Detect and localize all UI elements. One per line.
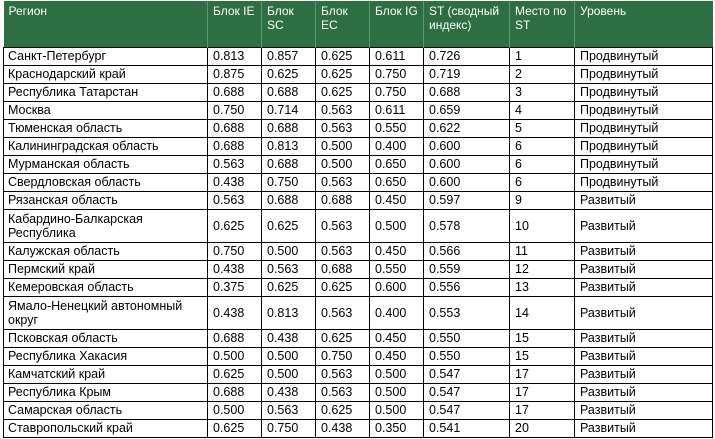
block-ig-cell: 0.450	[370, 243, 424, 261]
column-header-region: Регион	[4, 1, 208, 48]
block-ec-cell: 0.625	[316, 84, 370, 102]
block-ie-cell: 0.500	[208, 348, 262, 366]
block-sc-cell: 0.563	[262, 402, 316, 420]
level-cell: Развитый	[575, 348, 713, 366]
block-sc-cell: 0.750	[262, 420, 316, 438]
block-ie-cell: 0.500	[208, 402, 262, 420]
block-sc-cell: 0.500	[262, 348, 316, 366]
block-ig-cell: 0.750	[370, 66, 424, 84]
column-header-block-ec: Блок EC	[316, 1, 370, 48]
region-cell: Псковская область	[4, 330, 208, 348]
table-row	[4, 66, 713, 84]
st-index-cell: 0.597	[424, 192, 510, 210]
level-cell: Продвинутый	[575, 174, 713, 192]
table-body	[4, 48, 713, 438]
st-index-cell: 0.547	[424, 402, 510, 420]
block-ec-cell: 0.500	[316, 138, 370, 156]
block-ig-cell: 0.750	[370, 84, 424, 102]
region-cell: Кабардино-Балкарская Республика	[4, 210, 208, 243]
block-ec-cell: 0.563	[316, 243, 370, 261]
block-sc-cell: 0.813	[262, 297, 316, 330]
block-ec-cell: 0.563	[316, 120, 370, 138]
level-cell: Продвинутый	[575, 48, 713, 66]
block-ig-cell: 0.611	[370, 102, 424, 120]
block-sc-cell: 0.625	[262, 66, 316, 84]
block-ig-cell: 0.350	[370, 420, 424, 438]
table-row	[4, 102, 713, 120]
block-ie-cell: 0.688	[208, 120, 262, 138]
table-row	[4, 156, 713, 174]
block-ie-cell: 0.375	[208, 279, 262, 297]
block-ig-cell: 0.400	[370, 138, 424, 156]
st-index-cell: 0.688	[424, 84, 510, 102]
st-index-cell: 0.719	[424, 66, 510, 84]
block-ec-cell: 0.563	[316, 384, 370, 402]
region-cell: Калужская область	[4, 243, 208, 261]
block-ie-cell: 0.813	[208, 48, 262, 66]
column-header-rank: Место по ST	[510, 1, 575, 48]
level-cell: Развитый	[575, 366, 713, 384]
block-sc-cell: 0.563	[262, 261, 316, 279]
ranking-table-container	[3, 1, 712, 438]
level-cell: Развитый	[575, 384, 713, 402]
region-cell: Республика Татарстан	[4, 84, 208, 102]
region-cell: Ставропольский край	[4, 420, 208, 438]
rank-cell: 2	[510, 66, 575, 84]
block-ie-cell: 0.438	[208, 297, 262, 330]
rank-cell: 12	[510, 261, 575, 279]
rank-cell: 17	[510, 402, 575, 420]
level-cell: Продвинутый	[575, 138, 713, 156]
st-index-cell: 0.553	[424, 297, 510, 330]
level-cell: Продвинутый	[575, 120, 713, 138]
column-header-block-ie: Блок IE	[208, 1, 262, 48]
column-header-st-index: ST (сводный индекс)	[424, 1, 510, 48]
block-ig-cell: 0.550	[370, 120, 424, 138]
block-sc-cell: 0.500	[262, 366, 316, 384]
block-sc-cell: 0.688	[262, 84, 316, 102]
st-index-cell: 0.559	[424, 261, 510, 279]
st-index-cell: 0.726	[424, 48, 510, 66]
level-cell: Развитый	[575, 261, 713, 279]
block-sc-cell: 0.688	[262, 192, 316, 210]
block-ie-cell: 0.625	[208, 366, 262, 384]
block-ig-cell: 0.650	[370, 156, 424, 174]
block-ie-cell: 0.688	[208, 384, 262, 402]
block-ie-cell: 0.563	[208, 156, 262, 174]
block-ec-cell: 0.625	[316, 279, 370, 297]
st-index-cell: 0.600	[424, 138, 510, 156]
table-row	[4, 366, 713, 384]
block-ig-cell: 0.450	[370, 330, 424, 348]
block-sc-cell: 0.625	[262, 279, 316, 297]
table-row	[4, 243, 713, 261]
table-header-row	[4, 1, 713, 48]
table-row	[4, 48, 713, 66]
block-ec-cell: 0.625	[316, 402, 370, 420]
block-ie-cell: 0.438	[208, 174, 262, 192]
rank-cell: 4	[510, 102, 575, 120]
region-cell: Тюменская область	[4, 120, 208, 138]
block-ie-cell: 0.688	[208, 330, 262, 348]
table-row	[4, 420, 713, 438]
st-index-cell: 0.622	[424, 120, 510, 138]
table-row	[4, 279, 713, 297]
block-ig-cell: 0.450	[370, 348, 424, 366]
column-header-block-ig: Блок IG	[370, 1, 424, 48]
rank-cell: 5	[510, 120, 575, 138]
rank-cell: 1	[510, 48, 575, 66]
level-cell: Развитый	[575, 192, 713, 210]
block-ec-cell: 0.563	[316, 366, 370, 384]
ranking-table	[3, 1, 713, 438]
table-row	[4, 138, 713, 156]
block-ie-cell: 0.875	[208, 66, 262, 84]
level-cell: Развитый	[575, 420, 713, 438]
table-row	[4, 402, 713, 420]
region-cell: Камчатский край	[4, 366, 208, 384]
block-ie-cell: 0.563	[208, 192, 262, 210]
block-ig-cell: 0.400	[370, 297, 424, 330]
block-sc-cell: 0.500	[262, 243, 316, 261]
rank-cell: 20	[510, 420, 575, 438]
region-cell: Мурманская область	[4, 156, 208, 174]
block-ig-cell: 0.550	[370, 261, 424, 279]
block-sc-cell: 0.438	[262, 330, 316, 348]
level-cell: Развитый	[575, 402, 713, 420]
level-cell: Развитый	[575, 330, 713, 348]
block-ie-cell: 0.625	[208, 210, 262, 243]
block-sc-cell: 0.714	[262, 102, 316, 120]
block-sc-cell: 0.688	[262, 156, 316, 174]
level-cell: Развитый	[575, 279, 713, 297]
table-row	[4, 192, 713, 210]
block-ec-cell: 0.438	[316, 420, 370, 438]
region-cell: Свердловская область	[4, 174, 208, 192]
rank-cell: 13	[510, 279, 575, 297]
block-ie-cell: 0.688	[208, 138, 262, 156]
region-cell: Самарская область	[4, 402, 208, 420]
region-cell: Санкт-Петербург	[4, 48, 208, 66]
block-ie-cell: 0.438	[208, 261, 262, 279]
level-cell: Развитый	[575, 210, 713, 243]
block-sc-cell: 0.688	[262, 120, 316, 138]
block-ig-cell: 0.500	[370, 210, 424, 243]
block-ig-cell: 0.500	[370, 402, 424, 420]
region-cell: Рязанская область	[4, 192, 208, 210]
region-cell: Москва	[4, 102, 208, 120]
block-ec-cell: 0.625	[316, 66, 370, 84]
rank-cell: 9	[510, 192, 575, 210]
block-ig-cell: 0.650	[370, 174, 424, 192]
st-index-cell: 0.566	[424, 243, 510, 261]
block-ig-cell: 0.600	[370, 279, 424, 297]
block-ec-cell: 0.563	[316, 174, 370, 192]
region-cell: Краснодарский край	[4, 66, 208, 84]
st-index-cell: 0.550	[424, 330, 510, 348]
st-index-cell: 0.550	[424, 348, 510, 366]
region-cell: Республика Хакасия	[4, 348, 208, 366]
table-row	[4, 384, 713, 402]
block-ec-cell: 0.688	[316, 192, 370, 210]
st-index-cell: 0.600	[424, 174, 510, 192]
block-sc-cell: 0.857	[262, 48, 316, 66]
table-row	[4, 261, 713, 279]
st-index-cell: 0.578	[424, 210, 510, 243]
block-ig-cell: 0.500	[370, 384, 424, 402]
block-ec-cell: 0.563	[316, 297, 370, 330]
st-index-cell: 0.541	[424, 420, 510, 438]
block-ec-cell: 0.563	[316, 102, 370, 120]
table-row	[4, 210, 713, 243]
rank-cell: 10	[510, 210, 575, 243]
block-ig-cell: 0.500	[370, 366, 424, 384]
block-ec-cell: 0.500	[316, 156, 370, 174]
level-cell: Продвинутый	[575, 66, 713, 84]
rank-cell: 11	[510, 243, 575, 261]
st-index-cell: 0.547	[424, 384, 510, 402]
region-cell: Пермский край	[4, 261, 208, 279]
block-sc-cell: 0.438	[262, 384, 316, 402]
region-cell: Ямало-Ненецкий автономный округ	[4, 297, 208, 330]
level-cell: Развитый	[575, 243, 713, 261]
st-index-cell: 0.556	[424, 279, 510, 297]
st-index-cell: 0.547	[424, 366, 510, 384]
rank-cell: 6	[510, 156, 575, 174]
level-cell: Продвинутый	[575, 84, 713, 102]
rank-cell: 6	[510, 174, 575, 192]
block-ig-cell: 0.611	[370, 48, 424, 66]
level-cell: Развитый	[575, 297, 713, 330]
st-index-cell: 0.659	[424, 102, 510, 120]
st-index-cell: 0.600	[424, 156, 510, 174]
column-header-level: Уровень	[575, 1, 713, 48]
table-row	[4, 174, 713, 192]
rank-cell: 6	[510, 138, 575, 156]
block-ec-cell: 0.625	[316, 330, 370, 348]
region-cell: Республика Крым	[4, 384, 208, 402]
level-cell: Продвинутый	[575, 102, 713, 120]
rank-cell: 15	[510, 330, 575, 348]
table-row	[4, 84, 713, 102]
table-row	[4, 348, 713, 366]
block-sc-cell: 0.625	[262, 210, 316, 243]
block-ie-cell: 0.625	[208, 420, 262, 438]
block-ec-cell: 0.750	[316, 348, 370, 366]
column-header-block-sc: Блок SC	[262, 1, 316, 48]
region-cell: Калининградская область	[4, 138, 208, 156]
block-ec-cell: 0.625	[316, 48, 370, 66]
rank-cell: 3	[510, 84, 575, 102]
block-ec-cell: 0.688	[316, 261, 370, 279]
block-ie-cell: 0.750	[208, 243, 262, 261]
block-ig-cell: 0.450	[370, 192, 424, 210]
level-cell: Продвинутый	[575, 156, 713, 174]
rank-cell: 17	[510, 366, 575, 384]
block-sc-cell: 0.750	[262, 174, 316, 192]
block-ec-cell: 0.563	[316, 210, 370, 243]
rank-cell: 15	[510, 348, 575, 366]
table-row	[4, 330, 713, 348]
rank-cell: 17	[510, 384, 575, 402]
block-ie-cell: 0.750	[208, 102, 262, 120]
table-row	[4, 297, 713, 330]
rank-cell: 14	[510, 297, 575, 330]
region-cell: Кемеровская область	[4, 279, 208, 297]
block-ie-cell: 0.688	[208, 84, 262, 102]
block-sc-cell: 0.813	[262, 138, 316, 156]
table-row	[4, 120, 713, 138]
